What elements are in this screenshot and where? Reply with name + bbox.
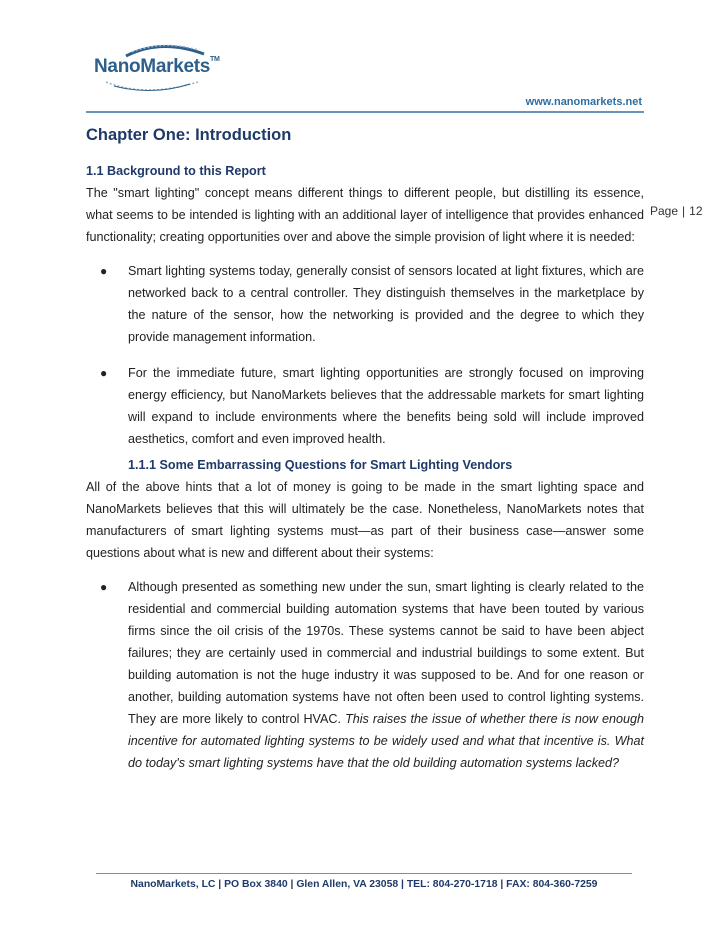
footer-contact: NanoMarkets, LC | PO Box 3840 | Glen Allen, VA 23058 | TEL: 804-270-1718 | FAX: 804-360-7259 [130,879,598,890]
subsection-heading: 1.1.1 Some Embarrassing Questions for Smart Lighting Vendors [128,458,513,472]
chapter-title: Chapter One: Introduction [86,126,292,144]
logo-wordmark: NanoMarkets™ [94,56,220,77]
list-item: ● Smart lighting systems today, generally consist of sensors located at light fixtures, which are networked back to a central controller. They distinguish themselves in the marketplace by the nature of the sensor, how the networking is provided and the degree to which they provide management information. [86,260,644,348]
bullet-icon: ● [100,366,108,380]
list-item: ● Although presented as something new under the sun, smart lighting is clearly related to the residential and commercial building automation systems that have been touted by various firms since the oil crisis of the 1970s. These systems cannot be said to have been abject failures; they are certainly used in commercial and industrial buildings to some extent. But building automation is not the huge industry it was supposed to be. And for one reason or another, building automation systems have not often been used to control lighting systems. They are more likely to control HVAC. This raises the issue of whether there is now enough incentive for automated lighting systems to be widely used and what that incentive is. What do today's smart lighting systems have that the old building automation systems lacked? [86,576,644,774]
header-divider [86,111,644,113]
section-intro: The "smart lighting" concept means different things to different people, but distilling its essence, what seems to be intended is lighting with an additional layer of intelligence that provides enhanced functionality; creating opportunities over and above the simple provision of light where it is needed: [86,186,644,244]
bullet-list [86,260,644,450]
section-heading: 1.1 Background to this Report [86,164,266,178]
page-number: Page | 12 [650,204,703,218]
subsection-intro: All of the above hints that a lot of money is going to be made in the smart lighting space and NanoMarkets believes that this will ultimately be the case. Nonetheless, NanoMarkets notes that manufacturers of smart lighting systems must—as part of their business case—answer some questions about what is new and different about their systems: [86,480,644,560]
bullet-list [86,576,644,774]
bullet-icon: ● [100,264,108,278]
nanomarkets-logo [86,42,220,94]
italic-question: This raises the issue of whether there is now enough incentive for automated lighting systems to be widely used and what that incentive is. What do today's smart lighting systems have that the old building automation systems lacked? [128,712,644,770]
list-item: ● For the immediate future, smart lighting opportunities are strongly focused on improving energy efficiency, but NanoMarkets believes that the addressable markets for smart lighting will expand to include environments where the benefits being sold will include improved aesthetics, comfort and even improved health. [86,362,644,450]
footer-divider [96,873,632,874]
website-url[interactable]: www.nanomarkets.net [525,96,642,108]
bullet-icon: ● [100,580,108,594]
document-body [86,124,644,774]
